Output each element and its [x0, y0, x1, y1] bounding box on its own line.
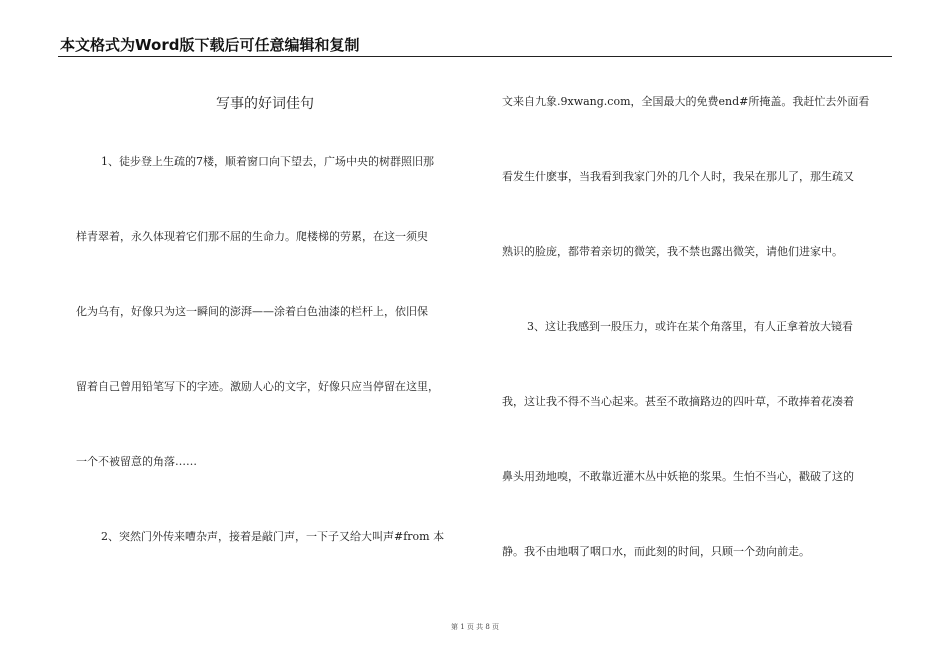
paragraph-line: 看发生什麽事，当我看到我家门外的几个人时，我呆在那儿了，那生疏又 [502, 170, 854, 183]
paragraph-line: 文来自九象.9xwang.com，全国最大的免费end#所掩盖。我赶忙去外面看 [502, 95, 870, 108]
header-title: 本文格式为Word版下载后可任意编辑和复制 [60, 36, 360, 54]
paragraph-line: 熟识的脸庞，都带着亲切的微笑，我不禁也露出微笑，请他们进家中。 [502, 245, 843, 258]
paragraph-line: 一个不被留意的角落…… [76, 455, 197, 468]
paragraph-line: 化为乌有，好像只为这一瞬间的澎湃——涂着白色油漆的栏杆上，依旧保 [76, 305, 428, 318]
page-number: 第 1 页 共 8 页 [450, 623, 500, 631]
header-divider [58, 56, 892, 57]
paragraph-line: 我，这让我不得不当心起来。甚至不敢摘路边的四叶草，不敢捧着花凑着 [502, 395, 854, 408]
paragraph-line: 3、这让我感到一股压力，或许在某个角落里，有人正拿着放大镜看 [527, 320, 853, 333]
paragraph-line: 1、徒步登上生疏的7楼，顺着窗口向下望去，广场中央的树群照旧那 [101, 155, 434, 168]
paragraph-line: 样青翠着，永久体现着它们那不屈的生命力。爬楼梯的劳累，在这一须臾 [76, 230, 428, 243]
paragraph-line: 2、突然门外传来嘈杂声，接着是敲门声，一下子又给大叫声#from 本 [101, 530, 445, 543]
paragraph-line: 静。我不由地咽了咽口水，而此刻的时间，只顾一个劲向前走。 [502, 545, 810, 558]
paragraph-line: 留着自己曾用铅笔写下的字迹。激励人心的文字，好像只应当停留在这里， [76, 380, 439, 393]
paragraph-line: 鼻头用劲地嗅，不敢靠近灌木丛中妖艳的浆果。生怕不当心，戳破了这的 [502, 470, 854, 483]
document-title: 写事的好词佳句 [216, 96, 314, 112]
